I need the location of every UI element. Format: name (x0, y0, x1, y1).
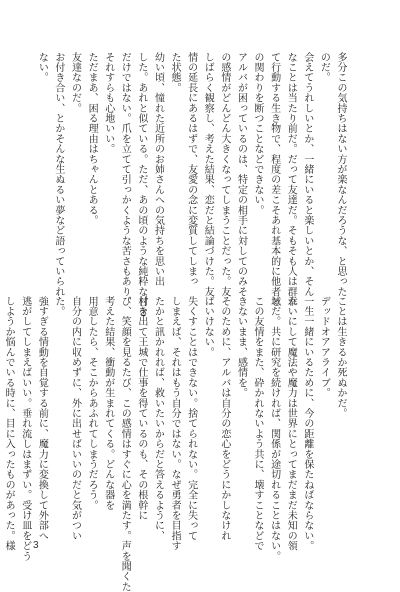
text-line: きないまま、感情を。 (235, 296, 247, 398)
text-line: た。 (52, 296, 64, 317)
text-line: の感情がどんどん大きくなってしまうことだった。友 (218, 52, 230, 297)
text-line: ない。 (36, 52, 48, 83)
text-line: 強すぎる情動を自覚する前に、魔力に変換して外部へ (36, 296, 48, 541)
text-line: なことは当たり前だ。だって友達だ。そもそも人は群れ (285, 52, 297, 307)
text-line: しばらく観察し、考えた結果、恋だと結論づけた。友 (202, 52, 214, 297)
text-line: 友達なのだ。 (69, 52, 81, 114)
text-block-bottom (0, 296, 348, 592)
text-line: て行動する生き物で、程度の差こそあれ基本的に他者と (268, 52, 280, 307)
text-line: それすらも心地いい。 (102, 52, 114, 154)
text-line: そのために、アルバは自分の恋心をどうにかしなけれ (218, 296, 230, 541)
text-line: 失くすことはできない。捨てられない。完全に失って (185, 296, 197, 541)
text-line: 幼い頃、憧れた近所のお姉さんへの気持ちを思い出 (152, 52, 164, 287)
text-line: 逃がしてしまえばいい。垂れ流しはまずい。受け皿をどう (19, 296, 31, 562)
text-line: しまえば、それはもう自分ではない。なぜ勇者を目指す (169, 296, 181, 551)
text-line: 用意したら、そこからあふれてしまうだろう。 (86, 296, 98, 511)
text-line: の関わりを断つことなどできない。 (252, 52, 264, 216)
text-line: び、笑顔を見るたび、この感情はすぐに心を満たす。声を聞くた (119, 296, 131, 592)
text-line: 一生一緒にいるために、今の距離を保たねばならない。 (301, 296, 313, 551)
text-line: この友情をまた、砕かれないよう共に、壊すことなどで (252, 296, 264, 551)
text-block-top (33, 52, 348, 318)
text-line: だけではない。爪を立てて引っかくような苦さもあり、 (119, 52, 131, 307)
text-line: 多分この気持ちはない方が楽なんだろうな、と思った (335, 52, 346, 297)
text-line: した。あれと似ている。ただ、あの頃のような純粋な甘さ (135, 52, 147, 318)
text-line: 村を出て王城で仕事を得ているのも、その根幹に (135, 296, 147, 521)
text-line: 考えた結果、衝動が生まれてくる。どんな器を (102, 296, 114, 511)
text-line: たかと訊かれれば、救いたいからだと答えるように、 (152, 296, 164, 541)
text-line: デッドオアアライブ。 (318, 296, 330, 398)
text-line: 会えてうれしいとか、一緒にいると楽しいとか、そん (301, 52, 313, 297)
text-line: しようか悩んでいる時に、目に入ったものがあった。様 (3, 296, 15, 551)
text-line: ただまあ、困る理由はちゃんとある。 (86, 52, 98, 226)
text-line: 情の延長にあるはずで、友愛の念に変質してしまっ (185, 52, 197, 287)
text-line: ばいけない。 (202, 296, 214, 358)
text-line: のだ。 (318, 52, 330, 83)
text-line: ことは生きるか死ぬかだ。 (335, 296, 346, 419)
text-line: 自分の内に収めずに、外に出せばいいのだと気がつい (69, 296, 81, 541)
text-line: 域だ。共に研究を続ければ、関係が途切れることはない。 (268, 296, 280, 562)
text-line: アルバが困っているのは、特定の相手に対してのみそ (235, 52, 247, 297)
text-line: 幸いにして魔法や魔力は世界にとってまだまだ未知の領 (285, 296, 297, 551)
page-number: 3 (33, 540, 39, 551)
text-line: た状態。 (169, 52, 181, 93)
text-line: お付き合い、とかそんな生ぬるい夢など語っていられ (52, 52, 64, 297)
